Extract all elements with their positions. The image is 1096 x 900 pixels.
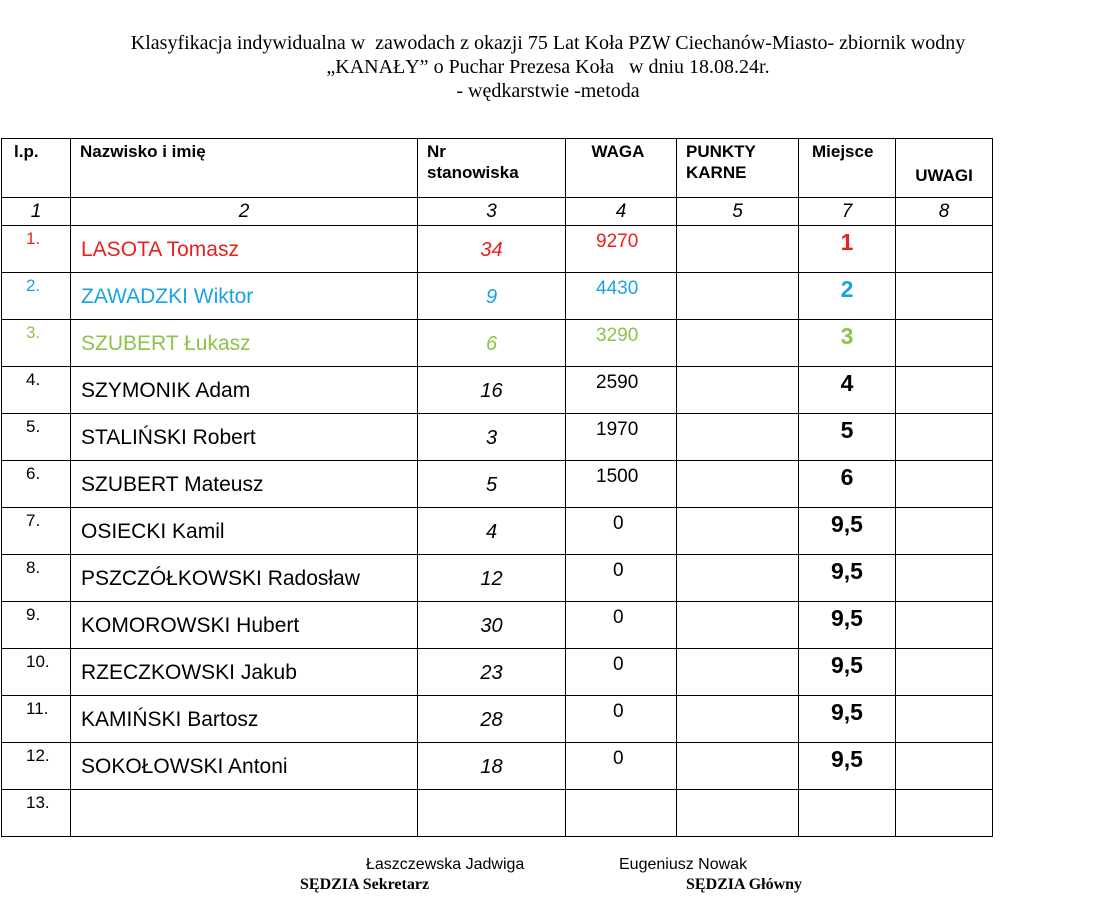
document-title bbox=[0, 31, 1096, 103]
cell-uwagi bbox=[896, 508, 993, 555]
cell-punkty bbox=[677, 461, 799, 508]
cell-nr bbox=[418, 790, 566, 837]
cell-miejsce: 9,5 bbox=[799, 508, 896, 555]
table-row bbox=[2, 602, 993, 649]
cell-uwagi bbox=[896, 790, 993, 837]
main-judge-name: Eugeniusz Nowak bbox=[619, 856, 748, 873]
secretary-role: SĘDZIA Sekretarz bbox=[300, 876, 430, 893]
header-punkty-line-2: KARNE bbox=[686, 163, 747, 182]
cell-name: LASOTA Tomasz bbox=[71, 226, 418, 273]
cell-nr: 28 bbox=[418, 696, 566, 743]
cell-lp: 8. bbox=[2, 555, 71, 602]
table-row bbox=[2, 320, 993, 367]
cell-uwagi bbox=[896, 461, 993, 508]
cell-punkty bbox=[677, 555, 799, 602]
cell-name: KAMIŃSKI Bartosz bbox=[71, 696, 418, 743]
cell-nr: 12 bbox=[418, 555, 566, 602]
cell-punkty bbox=[677, 743, 799, 790]
secretary-signature bbox=[366, 856, 524, 874]
cell-uwagi bbox=[896, 273, 993, 320]
header-waga: WAGA bbox=[566, 139, 677, 198]
table-row bbox=[2, 226, 993, 273]
col-number: 7 bbox=[799, 198, 896, 226]
cell-lp: 12. bbox=[2, 743, 71, 790]
cell-name: STALIŃSKI Robert bbox=[71, 414, 418, 461]
cell-waga: 0 bbox=[566, 649, 677, 696]
header-miejsce: Miejsce bbox=[799, 139, 896, 198]
cell-miejsce: 5 bbox=[799, 414, 896, 461]
cell-miejsce: 9,5 bbox=[799, 743, 896, 790]
table-row bbox=[2, 273, 993, 320]
table-row bbox=[2, 790, 993, 837]
cell-waga: 1500 bbox=[566, 461, 677, 508]
header-lp: l.p. bbox=[2, 139, 71, 198]
cell-lp: 3. bbox=[2, 320, 71, 367]
cell-waga: 0 bbox=[566, 555, 677, 602]
cell-lp: 10. bbox=[2, 649, 71, 696]
cell-uwagi bbox=[896, 696, 993, 743]
cell-uwagi bbox=[896, 367, 993, 414]
cell-miejsce bbox=[799, 790, 896, 837]
cell-punkty bbox=[677, 508, 799, 555]
cell-nr: 18 bbox=[418, 743, 566, 790]
cell-uwagi bbox=[896, 602, 993, 649]
main-judge-role-block bbox=[686, 876, 802, 894]
cell-name: KOMOROWSKI Hubert bbox=[71, 602, 418, 649]
table-row bbox=[2, 649, 993, 696]
secretary-name: Łaszczewska Jadwiga bbox=[366, 856, 525, 873]
cell-waga: 4430 bbox=[566, 273, 677, 320]
cell-uwagi bbox=[896, 414, 993, 461]
cell-uwagi bbox=[896, 555, 993, 602]
cell-waga: 0 bbox=[566, 743, 677, 790]
secretary-role-block bbox=[300, 876, 429, 894]
header-nr-line-1: Nr bbox=[427, 142, 446, 161]
main-judge-role: SĘDZIA Główny bbox=[686, 876, 803, 893]
cell-name: ZAWADZKI Wiktor bbox=[71, 273, 418, 320]
cell-nr: 30 bbox=[418, 602, 566, 649]
header-nr-line-2: stanowiska bbox=[427, 163, 519, 182]
cell-lp: 1. bbox=[2, 226, 71, 273]
cell-nr: 16 bbox=[418, 367, 566, 414]
column-number-row bbox=[2, 198, 993, 226]
cell-waga: 0 bbox=[566, 602, 677, 649]
title-line-1: Klasyfikacja indywidualna w zawodach z okazji 75 Lat Koła PZW Ciechanów-Miasto- zbiornik wodny bbox=[130, 32, 966, 54]
results-table bbox=[1, 138, 993, 837]
header-punkty bbox=[677, 139, 799, 198]
col-number: 4 bbox=[566, 198, 677, 226]
cell-name: SZUBERT Łukasz bbox=[71, 320, 418, 367]
cell-miejsce: 9,5 bbox=[799, 602, 896, 649]
cell-miejsce: 9,5 bbox=[799, 696, 896, 743]
table-row bbox=[2, 367, 993, 414]
col-number: 1 bbox=[2, 198, 71, 226]
cell-nr: 3 bbox=[418, 414, 566, 461]
cell-uwagi bbox=[896, 320, 993, 367]
cell-miejsce: 9,5 bbox=[799, 649, 896, 696]
cell-nr: 5 bbox=[418, 461, 566, 508]
col-number: 3 bbox=[418, 198, 566, 226]
col-number: 5 bbox=[677, 198, 799, 226]
cell-nr: 23 bbox=[418, 649, 566, 696]
cell-waga: 9270 bbox=[566, 226, 677, 273]
cell-name: PSZCZÓŁKOWSKI Radosław bbox=[71, 555, 418, 602]
cell-punkty bbox=[677, 790, 799, 837]
cell-name: SOKOŁOWSKI Antoni bbox=[71, 743, 418, 790]
cell-miejsce: 6 bbox=[799, 461, 896, 508]
cell-lp: 5. bbox=[2, 414, 71, 461]
cell-name: SZUBERT Mateusz bbox=[71, 461, 418, 508]
table-row bbox=[2, 508, 993, 555]
col-number: 2 bbox=[71, 198, 418, 226]
cell-lp: 2. bbox=[2, 273, 71, 320]
cell-uwagi bbox=[896, 743, 993, 790]
cell-punkty bbox=[677, 649, 799, 696]
cell-lp: 11. bbox=[2, 696, 71, 743]
cell-name: SZYMONIK Adam bbox=[71, 367, 418, 414]
cell-miejsce: 3 bbox=[799, 320, 896, 367]
cell-nr: 6 bbox=[418, 320, 566, 367]
cell-name bbox=[71, 790, 418, 837]
cell-punkty bbox=[677, 367, 799, 414]
cell-miejsce: 1 bbox=[799, 226, 896, 273]
cell-lp: 6. bbox=[2, 461, 71, 508]
cell-miejsce: 2 bbox=[799, 273, 896, 320]
header-row bbox=[2, 139, 993, 198]
cell-waga: 0 bbox=[566, 508, 677, 555]
cell-waga bbox=[566, 790, 677, 837]
cell-lp: 7. bbox=[2, 508, 71, 555]
cell-name: RZECZKOWSKI Jakub bbox=[71, 649, 418, 696]
table-row bbox=[2, 743, 993, 790]
main-judge-signature bbox=[619, 856, 747, 874]
cell-name: OSIECKI Kamil bbox=[71, 508, 418, 555]
cell-waga: 3290 bbox=[566, 320, 677, 367]
cell-miejsce: 9,5 bbox=[799, 555, 896, 602]
header-name: Nazwisko i imię bbox=[71, 139, 418, 198]
cell-punkty bbox=[677, 320, 799, 367]
cell-punkty bbox=[677, 226, 799, 273]
header-nr bbox=[418, 139, 566, 198]
title-line-3: - wędkarstwie -metoda bbox=[456, 80, 640, 102]
header-punkty-line-1: PUNKTY bbox=[686, 142, 756, 161]
cell-waga: 1970 bbox=[566, 414, 677, 461]
cell-miejsce: 4 bbox=[799, 367, 896, 414]
title-line-2: „KANAŁY” o Puchar Prezesa Koła w dniu 18.08.24r. bbox=[326, 56, 770, 78]
cell-nr: 4 bbox=[418, 508, 566, 555]
cell-punkty bbox=[677, 696, 799, 743]
cell-waga: 0 bbox=[566, 696, 677, 743]
cell-punkty bbox=[677, 602, 799, 649]
cell-uwagi bbox=[896, 649, 993, 696]
cell-lp: 9. bbox=[2, 602, 71, 649]
col-number: 8 bbox=[896, 198, 993, 226]
cell-lp: 4. bbox=[2, 367, 71, 414]
cell-nr: 34 bbox=[418, 226, 566, 273]
cell-waga: 2590 bbox=[566, 367, 677, 414]
header-uwagi: UWAGI bbox=[896, 139, 993, 198]
cell-punkty bbox=[677, 273, 799, 320]
table-row bbox=[2, 414, 993, 461]
cell-lp: 13. bbox=[2, 790, 71, 837]
table-row bbox=[2, 461, 993, 508]
table-row bbox=[2, 555, 993, 602]
table-row bbox=[2, 696, 993, 743]
cell-nr: 9 bbox=[418, 273, 566, 320]
cell-punkty bbox=[677, 414, 799, 461]
cell-uwagi bbox=[896, 226, 993, 273]
